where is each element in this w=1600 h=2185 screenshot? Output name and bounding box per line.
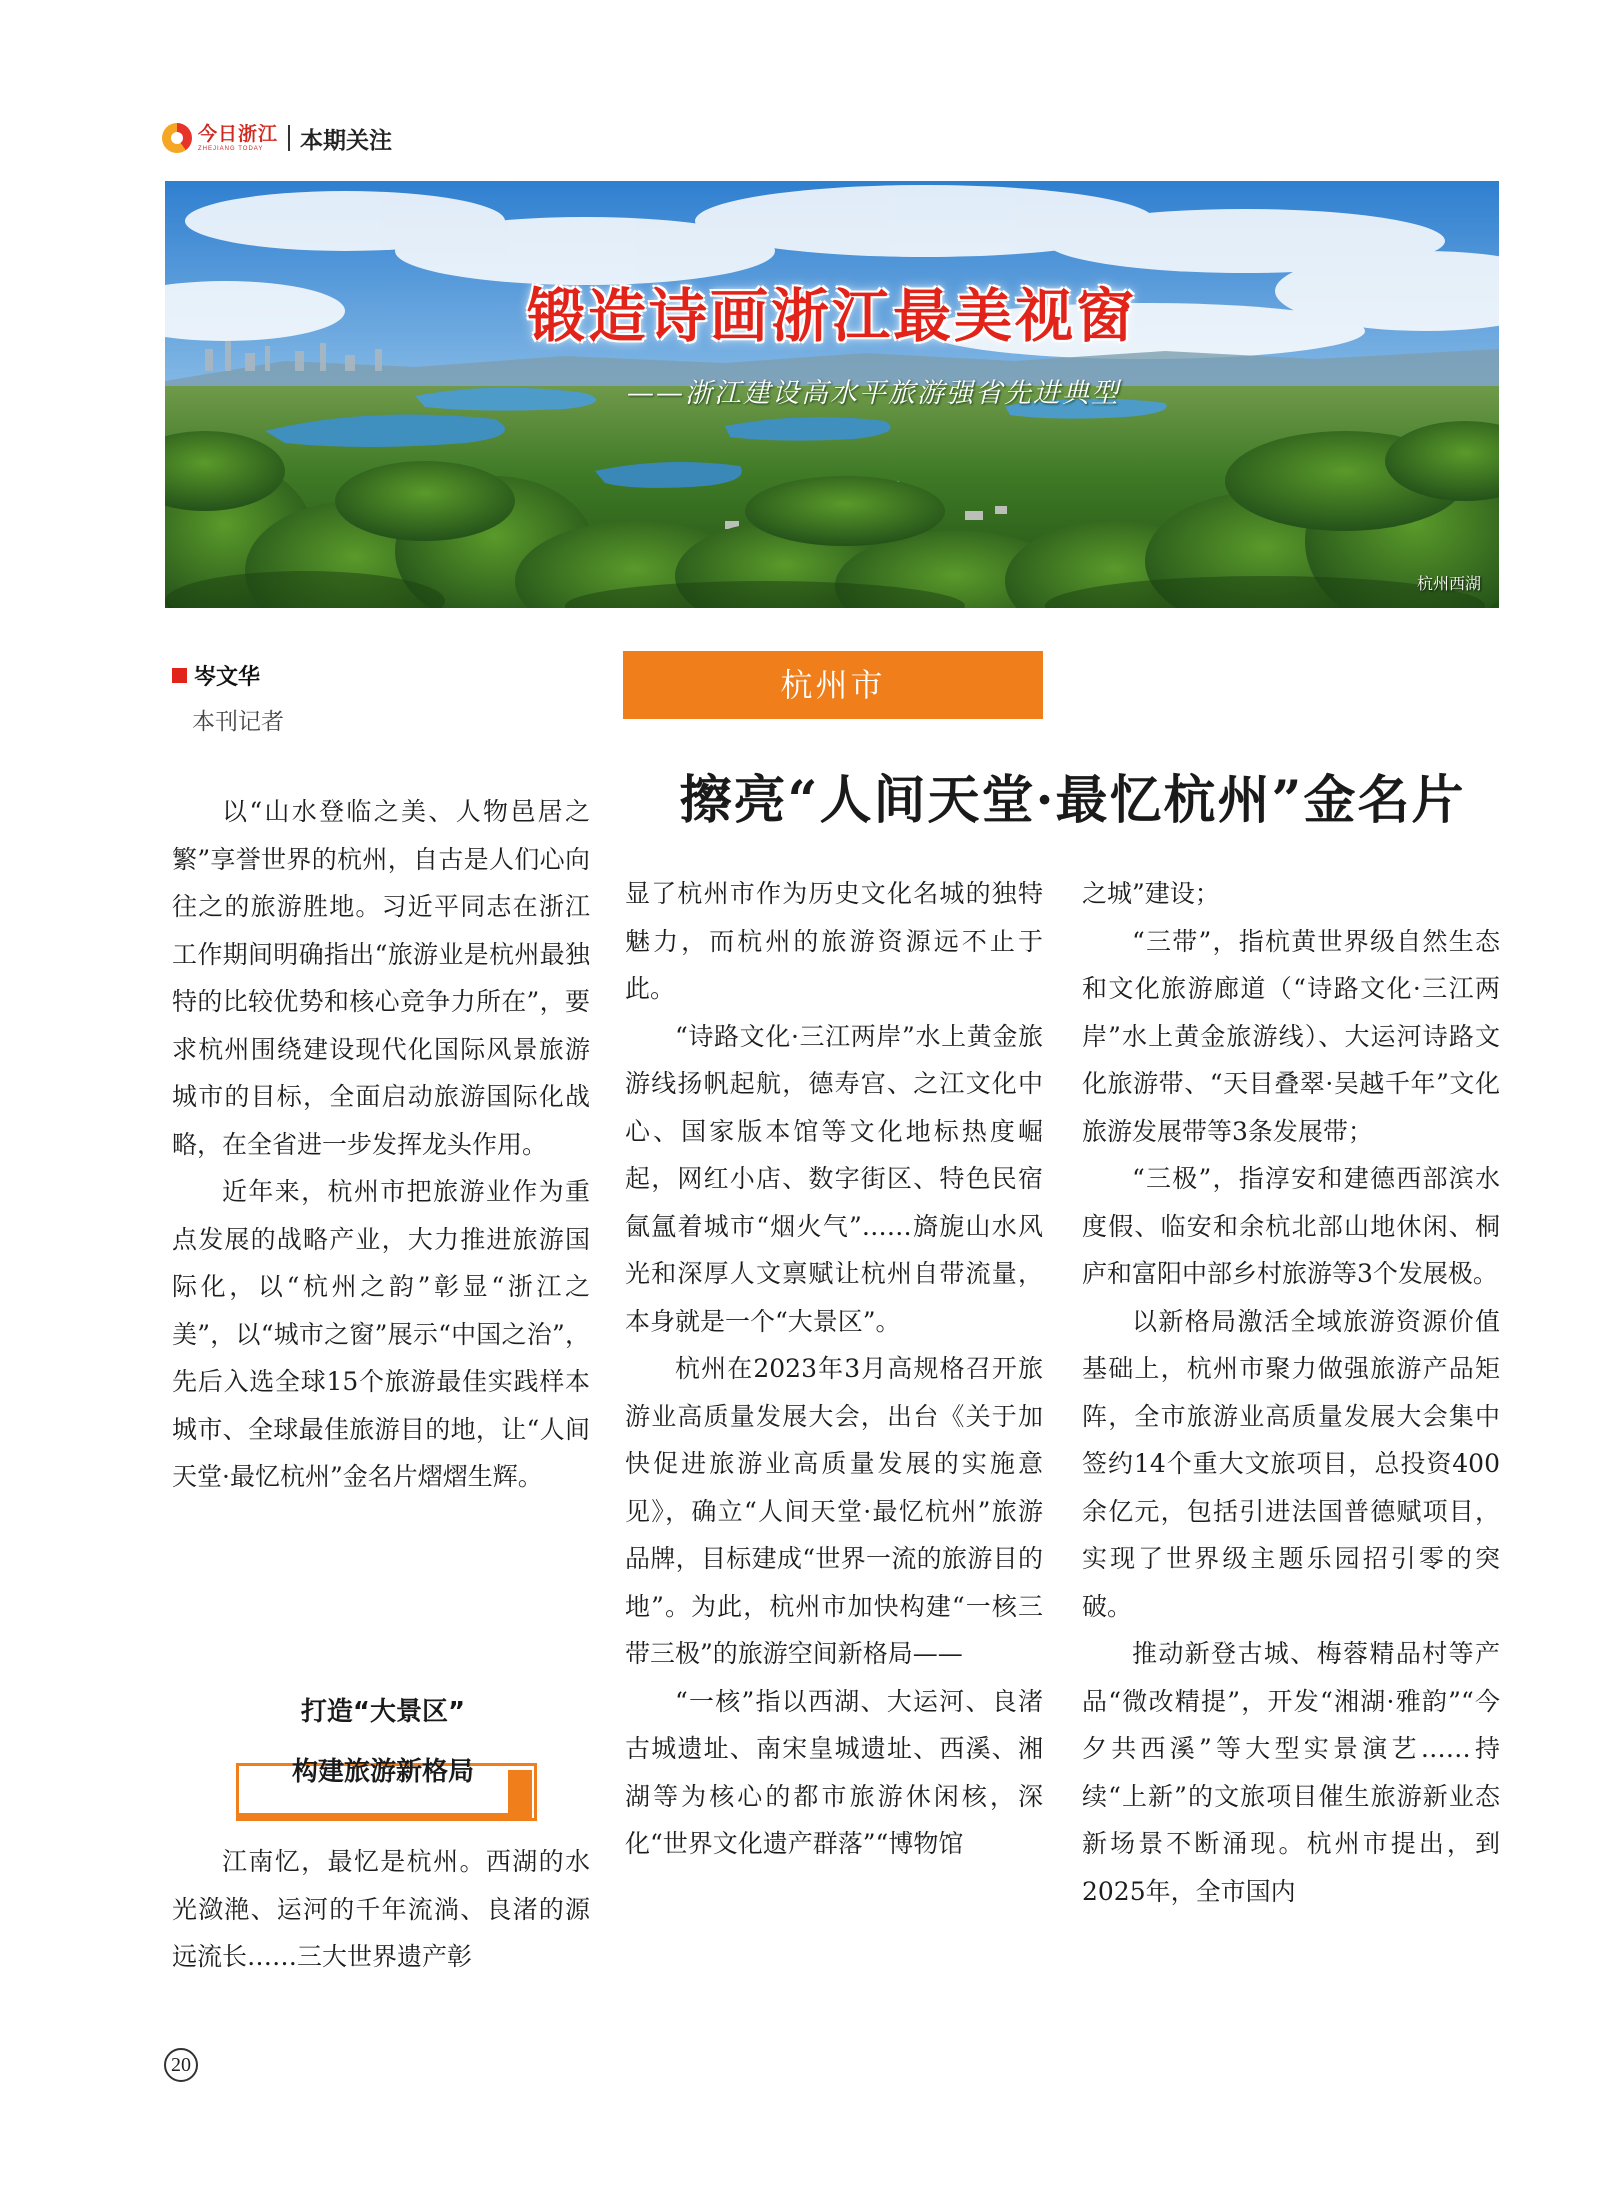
header-divider [288,125,290,151]
paragraph: 以新格局激活全域旅游资源价值基础上，杭州市聚力做强旅游产品矩阵，全市旅游业高质量发展大会集中签约14个重大文旅项目，总投资400余亿元，包括引进法国普德赋项目，实现了世界级主题乐园招引零的突破。 [1082,1306,1500,1621]
subheading [238,1687,528,1789]
logo-text: 今日浙江 [198,122,279,145]
author-line [172,660,284,691]
banner-title: 锻造诗画浙江最美视窗 [526,282,1137,350]
paragraph: 江南忆，最忆是杭州。西湖的水光潋滟、运河的千年流淌、良渚的源远流长……三大世界遗产彰 [172,1847,590,1971]
paragraph: “三极”，指淳安和建德西部滨水度假、临安和余杭北部山地休闲、桐庐和富阳中部乡村旅游等3个发展极。 [1082,1164,1500,1288]
author-role: 本刊记者 [192,709,284,735]
byline [172,660,284,736]
photo-caption: 杭州西湖 [1416,574,1481,593]
article-column-1-continued [172,1838,590,1981]
paragraph: 以“山水登临之美、人物邑居之繁”享誉世界的杭州，自古是人们心向往之的旅游胜地。习近平同志在浙江工作期间明确指出“旅游业是杭州最独特的比较优势和核心竞争力所在”，要求杭州围绕建设现代化国际风景旅游城市的目标，全面启动旅游国际化战略，在全省进一步发挥龙头作用。 [172,797,590,1159]
author-name: 岑文华 [194,665,261,690]
magazine-logo-icon [162,123,192,153]
section-label: 本期关注 [300,127,393,154]
paragraph: 显了杭州市作为历史文化名城的独特魅力，而杭州的旅游资源远不止于此。 [625,879,1043,1003]
city-tab: 杭州市 [623,651,1043,719]
subheading-line-2: 构建旅游新格局 [291,1757,474,1787]
logo-english: ZHEJIANG TODAY [198,145,264,152]
subheading-line-1: 打造“大景区” [300,1697,466,1727]
paragraph: 杭州在2023年3月高规格召开旅游业高质量发展大会，出台《关于加快促进旅游业高质量发展的实施意见》，确立“人间天堂·最忆杭州”旅游品牌，目标建成“世界一流的旅游目的地”。为此，杭州市加快构建“一核三带三极”的旅游空间新格局—— [625,1354,1043,1668]
magazine-header [162,118,392,158]
magazine-logo [198,122,279,152]
article-column-1 [172,788,590,1501]
article-column-3 [1082,870,1500,1915]
subheading-underline [236,1813,532,1818]
paragraph: 之城”建设； [1082,879,1220,908]
banner-photo [165,181,1499,608]
paragraph: “诗路文化·三江两岸”水上黄金旅游线扬帆起航，德寿宫、之江文化中心、国家版本馆等文化地标热度崛起，网红小店、数字街区、特色民宿氤氲着城市“烟火气”……旖旎山水风光和深厚人文禀赋让杭州自带流量，本身就是一个“大景区”。 [625,1021,1043,1336]
article-column-2 [625,870,1043,1868]
article-headline: 擦亮“人间天堂·最忆杭州”金名片 [679,770,1466,831]
red-square-icon [172,668,187,683]
page-number: 20 [164,2048,198,2082]
paragraph: “一核”指以西湖、大运河、良渚古城遗址、南宋皇城遗址、西溪、湘湖等为核心的都市旅游休闲核，深化“世界文化遗产群落”“博物馆 [625,1686,1043,1858]
paragraph: 推动新登古城、梅蓉精品村等产品“微改精提”，开发“湘湖·雅韵”“今夕共西溪”等大型实景演艺……持续“上新”的文旅项目催生旅游新业态新场景不断涌现。杭州市提出，到2025年，全市国内 [1082,1639,1500,1906]
paragraph: 近年来，杭州市把旅游业作为重点发展的战略产业，大力推进旅游国际化，以“杭州之韵”彰显“浙江之美”，以“城市之窗”展示“中国之治”，先后入选全球15个旅游最佳实践样本城市、全球最佳旅游目的地，让“人间天堂·最忆杭州”金名片熠熠生辉。 [172,1177,590,1491]
paragraph: “三带”，指杭黄世界级自然生态和文化旅游廊道（“诗路文化·三江两岸”水上黄金旅游线）、大运河诗路文化旅游带、“天目叠翠·吴越千年”文化旅游发展带等3条发展带； [1082,926,1500,1146]
banner-subtitle: ——浙江建设高水平旅游强省先进典型 [627,378,1120,409]
